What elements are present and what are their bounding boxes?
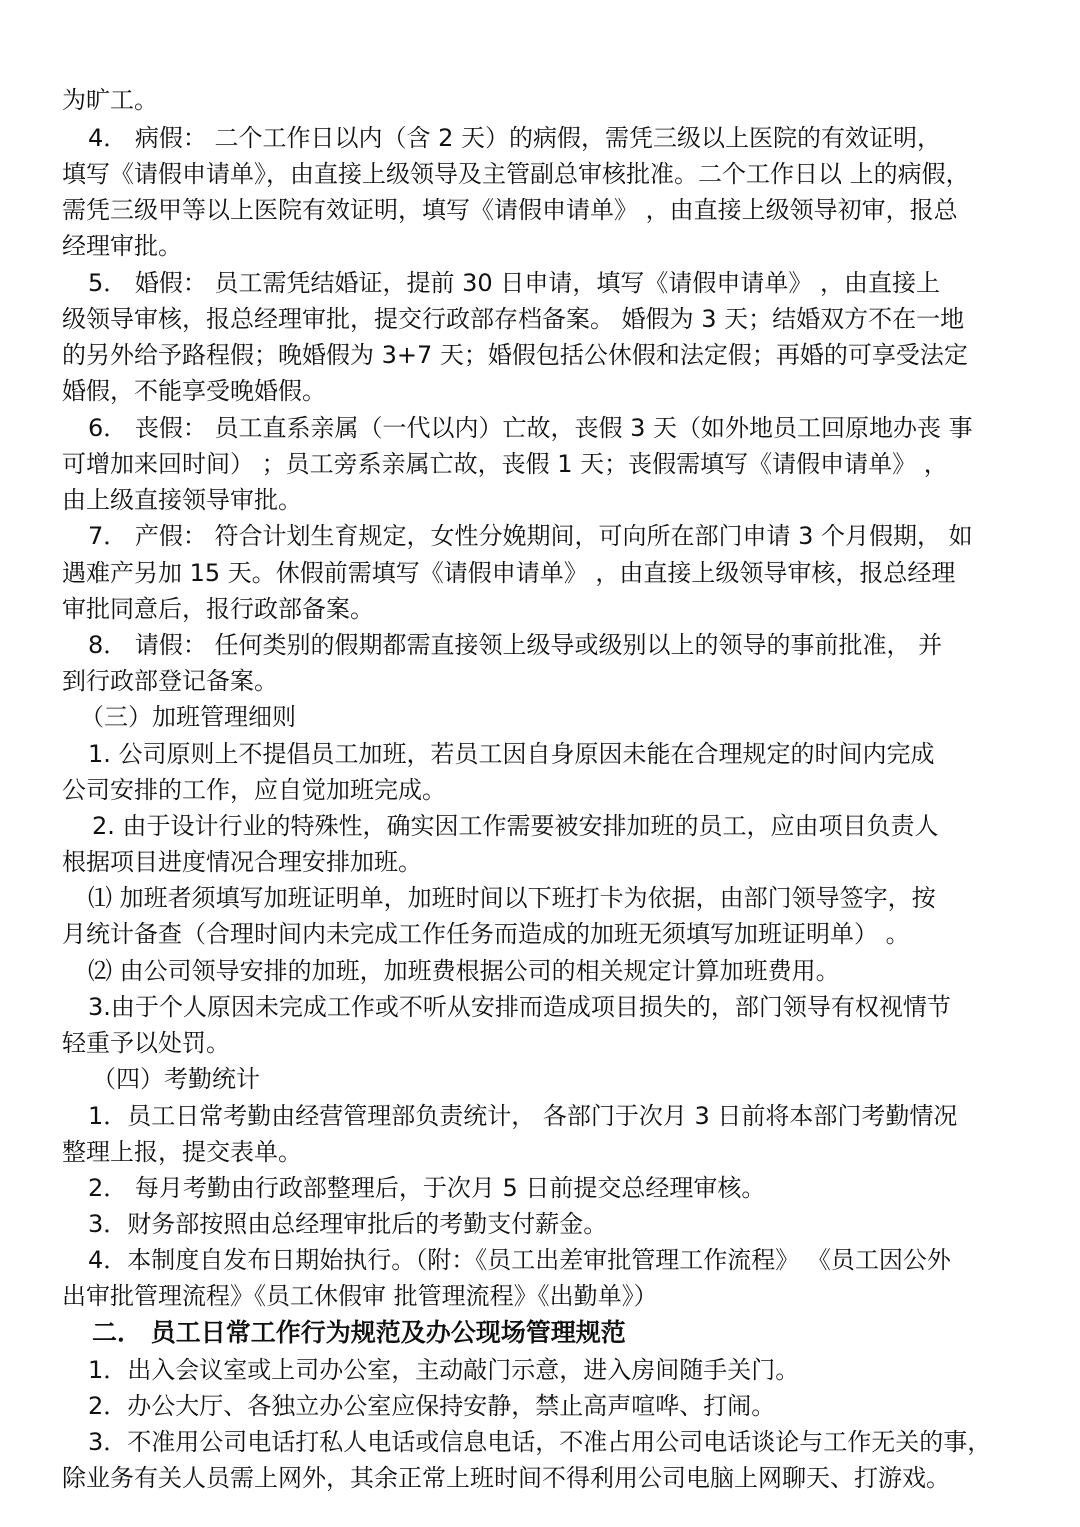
list-item: 1. 公司原则上不提倡员工加班，若员工因自身原因未能在合理规定的时间内完成 bbox=[88, 740, 935, 768]
text-line: 整理上报，提交表单。 bbox=[62, 1138, 302, 1166]
list-item: ⑴ 加班者须填写加班证明单，加班时间以下班打卡为依据，由部门领导签字，按 bbox=[88, 884, 936, 912]
text-line: 除业务有关人员需上网外，其余正常上班时间不得利用公司电脑上网聊天、打游戏。 bbox=[62, 1464, 950, 1492]
chapter-heading: 二． 员工日常工作行为规范及办公现场管理规范 bbox=[92, 1318, 626, 1347]
section-heading-attendance: （四）考勤统计 bbox=[92, 1065, 260, 1093]
list-item: 3．不准用公司电话打私人电话或信息电话，不准占用公司电话谈论与工作无关的事， bbox=[88, 1428, 992, 1456]
list-item-personal-leave: 8． 请假： 任何类别的假期都需直接领上级导或级别以上的领导的事前批准， 并 bbox=[88, 631, 943, 659]
list-item: 4．本制度自发布日期始执行。（附：《员工出差审批管理工作流程》 《员工因公外 bbox=[88, 1246, 951, 1274]
text-line: 月统计备查（合理时间内未完成工作任务而造成的加班无须填写加班证明单） 。 bbox=[62, 920, 910, 948]
text-line: 需凭三级甲等以上医院有效证明，填写《请假申请单》 ，由直接上级领导初审，报总 bbox=[62, 196, 958, 224]
list-item-marriage-leave: 5． 婚假： 员工需凭结婚证，提前 30 日申请，填写《请假申请单》 ，由直接上 bbox=[88, 269, 940, 297]
list-item: ⑵ 由公司领导安排的加班，加班费根据公司的相关规定计算加班费用。 bbox=[88, 957, 840, 985]
text-line: 级领导审核，报总经理审批，提交行政部存档备案。 婚假为 3 天；结婚双方不在一地 bbox=[62, 305, 965, 333]
list-item: 1．员工日常考勤由经营管理部负责统计， 各部门于次月 3 日前将本部门考勤情况 bbox=[88, 1102, 958, 1130]
text-line: 遇难产另加 15 天。休假前需填写《请假申请单》 ，由直接上级领导审核，报总经理 bbox=[62, 559, 956, 587]
text-line: 根据项目进度情况合理安排加班。 bbox=[62, 848, 422, 876]
list-item: 3.由于个人原因未完成工作或不听从安排而造成项目损失的，部门领导有权视情节 bbox=[88, 993, 951, 1021]
text-line: 轻重予以处罚。 bbox=[62, 1029, 230, 1057]
text-line: 可增加来回时间） ；员工旁系亲属亡故，丧假 1 天；丧假需填写《请假申请单》 ， bbox=[62, 450, 948, 478]
text-line: 到行政部登记备案。 bbox=[62, 667, 278, 695]
list-item-sick-leave: 4． 病假： 二个工作日以内（含 2 天）的病假，需凭三级以上医院的有效证明， bbox=[88, 124, 942, 152]
list-item: 2． 每月考勤由行政部整理后，于次月 5 日前提交总经理审核。 bbox=[88, 1174, 766, 1202]
list-item-bereavement-leave: 6． 丧假： 员工直系亲属（一代以内）亡故，丧假 3 天（如外地员工回原地办丧 事 bbox=[88, 414, 973, 442]
list-item: 3．财务部按照由总经理审批后的考勤支付薪金。 bbox=[88, 1210, 608, 1238]
text-line: 填写《请假申请单》，由直接上级领导及主管副总审核批准。二个工作日以 上的病假， bbox=[62, 160, 970, 188]
text-line: 审批同意后，报行政部备案。 bbox=[62, 595, 374, 623]
text-line: 由上级直接领导审批。 bbox=[62, 486, 302, 514]
text-line: 公司安排的工作，应自觉加班完成。 bbox=[62, 776, 446, 804]
text-line: 出审批管理流程》《员工休假审 批管理流程》《出勤单》） bbox=[62, 1282, 658, 1310]
list-item: 1．出入会议室或上司办公室，主动敲门示意，进入房间随手关门。 bbox=[88, 1356, 800, 1384]
section-heading-overtime: （三）加班管理细则 bbox=[80, 703, 296, 731]
text-line: 的另外给予路程假；晚婚假为 3+7 天；婚假包括公休假和法定假；再婚的可享受法定 bbox=[62, 341, 968, 369]
list-item: 2．办公大厅、各独立办公室应保持安静，禁止高声喧哗、打闹。 bbox=[88, 1392, 776, 1420]
text-line: 经理审批。 bbox=[62, 232, 182, 260]
text-line: 婚假，不能享受晚婚假。 bbox=[62, 377, 326, 405]
list-item-maternity-leave: 7． 产假： 符合计划生育规定，女性分娩期间，可向所在部门申请 3 个月假期， 如 bbox=[88, 522, 973, 550]
list-item: 2. 由于设计行业的特殊性，确实因工作需要被安排加班的员工，应由项目负责人 bbox=[92, 812, 939, 840]
text-line: 为旷工。 bbox=[62, 86, 158, 114]
